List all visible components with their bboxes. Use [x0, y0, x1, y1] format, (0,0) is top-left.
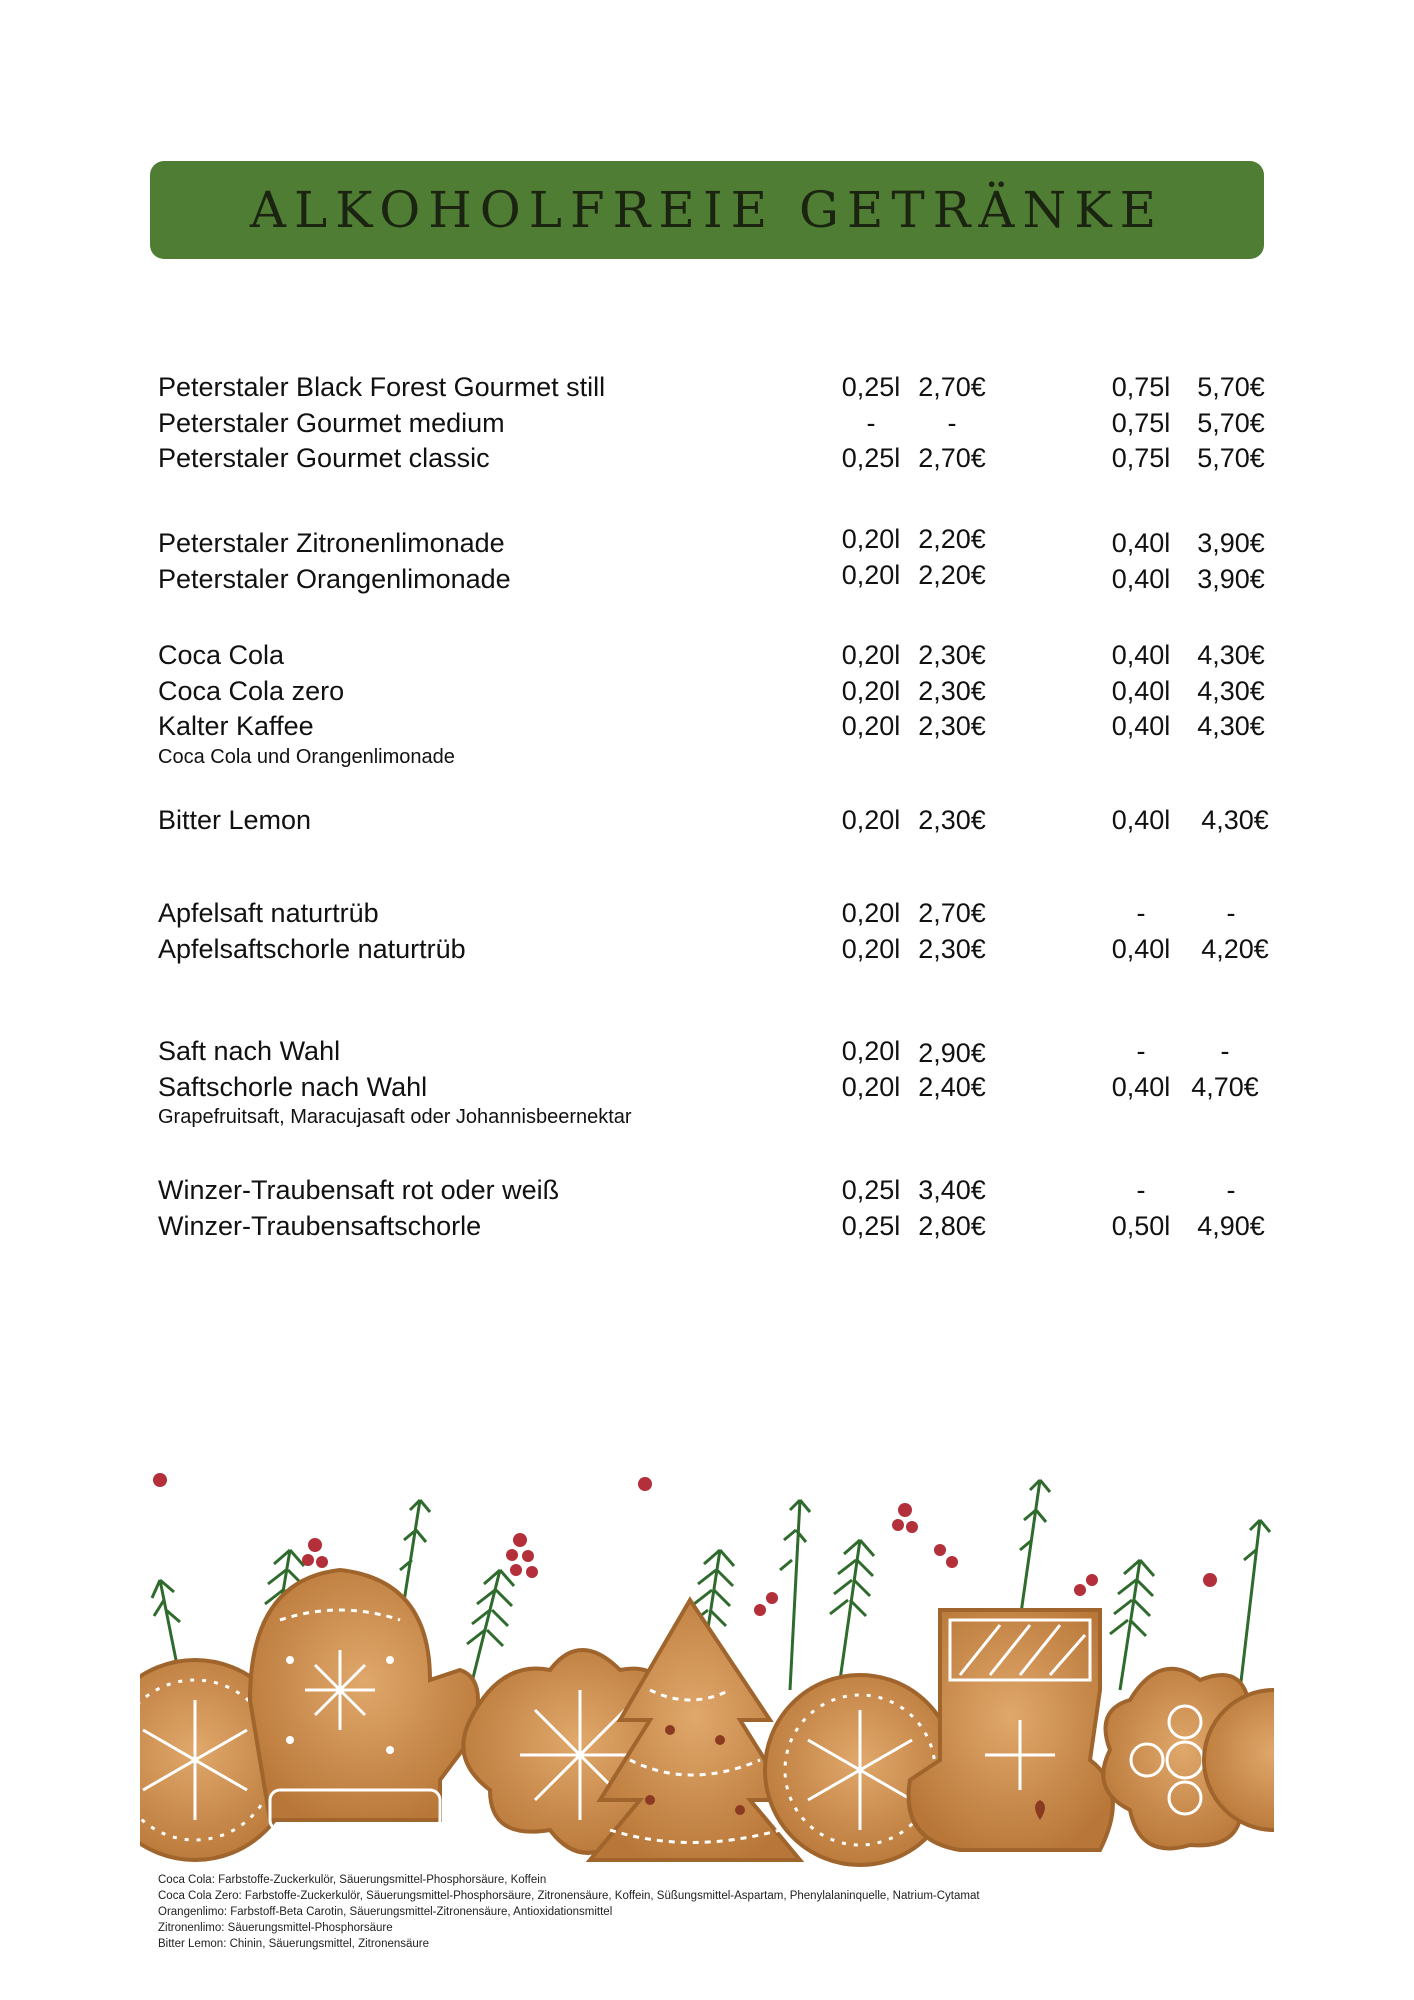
footnote: Coca Cola Zero: Farbstoffe-Zuckerkulör, Säuerungsmittel-Phosphorsäure, Zitronensäure, Koffein, Süßungsmittel-Aspartam, Phenylalaninquelle, Natrium-Cytamat	[158, 1890, 980, 1902]
volume-large: 0,40l	[1111, 676, 1171, 706]
menu-item	[0, 805, 1414, 841]
volume-large: -	[1136, 898, 1146, 928]
stocking-cookie-icon	[909, 1610, 1113, 1850]
volume-small: 0,25l	[841, 1211, 901, 1241]
item-name: Coca Cola zero	[158, 676, 345, 706]
price-small: 2,90€	[918, 1038, 986, 1068]
menu-item	[0, 443, 1414, 479]
footnote: Coca Cola: Farbstoffe-Zuckerkulör, Säuerungsmittel-Phosphorsäure, Koffein	[158, 1874, 547, 1886]
item-name: Peterstaler Zitronenlimonade	[158, 528, 505, 558]
menu-item	[0, 408, 1414, 444]
price-small: 2,30€	[918, 711, 986, 741]
menu-item	[0, 524, 1414, 564]
menu-item	[0, 934, 1414, 970]
price-small: 2,70€	[918, 372, 986, 402]
price-large: 4,30€	[1197, 640, 1265, 670]
mitten-cookie-icon	[250, 1570, 478, 1820]
price-large: -	[1226, 1175, 1236, 1205]
volume-small: 0,20l	[841, 898, 901, 928]
volume-large: 0,40l	[1111, 1072, 1171, 1102]
volume-large: 0,75l	[1111, 372, 1171, 402]
volume-small: 0,20l	[841, 640, 901, 670]
allergen-footnotes	[158, 1872, 1258, 1952]
footnote: Bitter Lemon: Chinin, Säuerungsmittel, Zitronensäure	[158, 1938, 430, 1950]
volume-small: 0,20l	[841, 560, 901, 590]
volume-small: 0,20l	[841, 676, 901, 706]
price-small: -	[947, 408, 957, 438]
item-name: Apfelsaft naturtrüb	[158, 898, 379, 928]
price-large: 4,30€	[1201, 805, 1269, 835]
menu-item	[0, 640, 1414, 676]
item-name: Winzer-Traubensaftschorle	[158, 1211, 482, 1241]
price-small: 2,20€	[918, 524, 986, 554]
item-name: Saft nach Wahl	[158, 1036, 341, 1066]
menu-item	[0, 1036, 1414, 1072]
price-large: 5,70€	[1197, 443, 1265, 473]
volume-small: 0,20l	[841, 524, 901, 554]
item-name: Winzer-Traubensaft rot oder weiß	[158, 1175, 560, 1205]
volume-small: 0,20l	[841, 934, 901, 964]
menu-item	[0, 1175, 1414, 1211]
footnote: Zitronenlimo: Säuerungsmittel-Phosphorsäure	[158, 1922, 393, 1934]
menu-item	[0, 372, 1414, 408]
volume-large: 0,75l	[1111, 443, 1171, 473]
menu-item	[0, 1072, 1414, 1108]
price-small: 2,30€	[918, 934, 986, 964]
volume-small: 0,25l	[841, 1175, 901, 1205]
price-large: 5,70€	[1197, 408, 1265, 438]
price-large: 4,30€	[1197, 711, 1265, 741]
price-small: 2,70€	[918, 898, 986, 928]
item-name: Peterstaler Gourmet classic	[158, 443, 490, 473]
volume-large: 0,40l	[1111, 805, 1171, 835]
volume-small: 0,25l	[841, 372, 901, 402]
price-small: 2,80€	[918, 1211, 986, 1241]
price-large: 3,90€	[1197, 564, 1265, 594]
menu-item	[0, 1211, 1414, 1247]
price-small: 2,30€	[918, 676, 986, 706]
price-large: -	[1226, 898, 1236, 928]
price-small: 2,20€	[918, 560, 986, 590]
volume-large: 0,40l	[1111, 711, 1171, 741]
volume-large: 0,40l	[1111, 934, 1171, 964]
volume-large: 0,40l	[1111, 564, 1171, 594]
price-small: 2,30€	[918, 640, 986, 670]
volume-small: 0,20l	[841, 711, 901, 741]
price-large: 4,70€	[1191, 1072, 1259, 1102]
volume-large: -	[1136, 1036, 1146, 1066]
price-large: -	[1220, 1036, 1230, 1066]
volume-small: 0,20l	[841, 1072, 901, 1102]
price-large: 4,90€	[1197, 1211, 1265, 1241]
volume-large: 0,50l	[1111, 1211, 1171, 1241]
price-small: 3,40€	[918, 1175, 986, 1205]
price-large: 3,90€	[1197, 528, 1265, 558]
item-name: Kalter Kaffee	[158, 711, 314, 741]
item-name: Saftschorle nach Wahl	[158, 1072, 428, 1102]
menu-item	[0, 711, 1414, 747]
volume-large: 0,75l	[1111, 408, 1171, 438]
price-large: 5,70€	[1197, 372, 1265, 402]
price-small: 2,40€	[918, 1072, 986, 1102]
volume-large: -	[1136, 1175, 1146, 1205]
item-description: Coca Cola und Orangenlimonade	[158, 746, 455, 768]
menu-item	[0, 560, 1414, 600]
item-name: Coca Cola	[158, 640, 285, 670]
volume-small: 0,20l	[841, 1036, 901, 1066]
item-name: Peterstaler Orangenlimonade	[158, 564, 511, 594]
menu-item	[0, 676, 1414, 712]
item-name: Bitter Lemon	[158, 805, 312, 835]
price-small: 2,70€	[918, 443, 986, 473]
gingerbread-border-illustration	[140, 1460, 1274, 1870]
item-name: Peterstaler Black Forest Gourmet still	[158, 372, 606, 402]
footnote: Orangenlimo: Farbstoff-Beta Carotin, Säuerungsmittel-Zitronensäure, Antioxidationsmittel	[158, 1906, 613, 1918]
volume-large: 0,40l	[1111, 640, 1171, 670]
volume-small: 0,25l	[841, 443, 901, 473]
item-description: Grapefruitsaft, Maracujasaft oder Johannisbeernektar	[158, 1106, 632, 1128]
volume-small: 0,20l	[841, 805, 901, 835]
price-small: 2,30€	[918, 805, 986, 835]
menu-item	[0, 898, 1414, 934]
item-name: Apfelsaftschorle naturtrüb	[158, 934, 466, 964]
volume-small: -	[866, 408, 876, 438]
price-large: 4,30€	[1197, 676, 1265, 706]
page-title: ALKOHOLFREIE GETRÄNKE	[249, 181, 1165, 239]
price-large: 4,20€	[1201, 934, 1269, 964]
item-name: Peterstaler Gourmet medium	[158, 408, 505, 438]
volume-large: 0,40l	[1111, 528, 1171, 558]
